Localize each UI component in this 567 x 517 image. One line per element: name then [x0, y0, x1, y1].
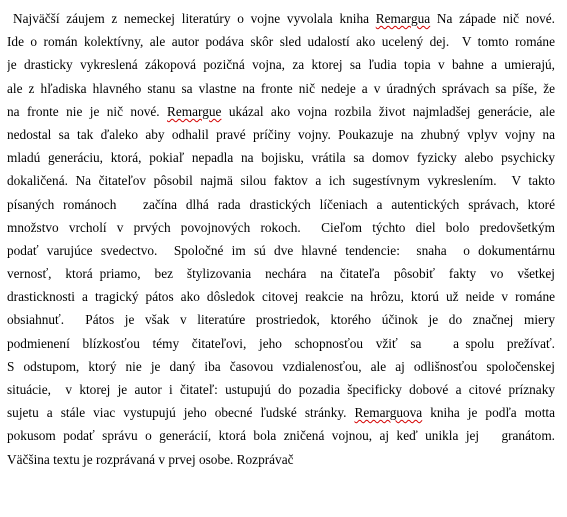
text-run: je drasticky vykreslená zákopová pozičná vojna, za ktorej sa ľudia topia v bahne a umierajú, — [7, 57, 555, 73]
text-run: vernosť, ktorá priamo, bez štylizovania nechára na čitateľa pôsobiť fakty vo všetkej — [7, 266, 555, 282]
text-run: Najväčší záujem z nemeckej literatúry o vojne vyvolala kniha — [13, 11, 376, 26]
misspelled-word[interactable]: Remargue — [167, 103, 222, 119]
document-body — [7, 7, 555, 471]
text-line — [7, 123, 555, 146]
misspelled-word[interactable]: Remarguova — [354, 405, 423, 421]
text-run: písaných románoch začína dlhá rada drastických líčeniach a autentických správach, ktoré — [7, 196, 555, 212]
text-line — [7, 285, 555, 308]
text-run: pokusom podať správu o generácií, ktorá bola zničená vojnou, aj keď unikla jej granátom. — [7, 428, 555, 444]
text-line — [7, 216, 555, 239]
text-line — [7, 308, 555, 331]
text-line — [7, 401, 555, 424]
text-run: podať varujúce svedectvo. Spoločné im sú dve hlavné tendencie: snaha o dokumentárnu — [7, 242, 555, 258]
text-line — [7, 448, 555, 471]
text-line — [7, 146, 555, 169]
text-run: ukázal ako vojna rozbila život najmladšej generácie, ale — [221, 103, 555, 119]
text-run: mladú generáciu, ktorá, pokiaľ nepadla na bojisku, vrátila sa domov fyzicky alebo psychicky — [7, 150, 555, 166]
text-line — [7, 355, 555, 378]
text-run: Ide o román kolektívny, ale autor podáva skôr sled udalostí ako ucelený dej. V tomto románe — [7, 34, 555, 50]
text-line — [7, 53, 555, 76]
text-line — [7, 77, 555, 100]
text-run: situácie, v ktorej je autor i čitateľ: ustupujú do pozadia špecificky dobové a citové príznaky — [7, 382, 555, 397]
text-line — [7, 262, 555, 285]
text-run: Väčšina textu je rozprávaná v prvej osobe. Rozprávač — [7, 451, 294, 467]
text-line — [7, 7, 555, 30]
text-run: S odstupom, ktorý nie je daný iba časovou vzdialenosťou, ale aj odlišnosťou spoločenskej — [7, 358, 555, 374]
text-run: sujetu a stále viac vystupujú jeho obecné ľudské stránky. — [7, 405, 355, 421]
text-line — [7, 332, 555, 355]
text-line — [7, 169, 555, 192]
text-run: ale z hľadiska hlavného stanu sa vlastne na fronte nič nedeje a v úradných správach sa píše, že — [7, 80, 555, 96]
text-line — [7, 239, 555, 262]
text-run: množstvo vrcholí v prvých povojnových rokoch. Cieľom týchto diel bolo predovšetkým — [7, 219, 555, 235]
text-run: kniha je podľa motta — [422, 405, 555, 421]
text-run: drasticknosti a tragický pátos ako dôsledok citovej reakcie na hrôzu, ktorú už neide v románe — [7, 289, 555, 305]
text-line — [7, 193, 555, 216]
misspelled-word[interactable]: Remargua — [375, 11, 431, 26]
text-line — [7, 30, 555, 53]
text-run: dokaličená. Na čitateľov pôsobil najmä silou faktov a ich sugestívnym vykreslením. V takto — [7, 173, 555, 189]
text-run: podmienení blízkosťou témy čitateľovi, jeho schopnosťou vžiť sa a spolu prežívať. — [7, 335, 555, 351]
text-line — [7, 424, 555, 447]
text-run: na fronte nie je nič nové. — [7, 103, 168, 119]
text-line — [7, 100, 555, 123]
text-run: Na západe nič nové. — [430, 11, 555, 26]
text-line — [7, 378, 555, 401]
text-run: nedostal sa tak ďaleko aby odhalil pravé príčiny vojny. Poukazuje na zhubný vplyv vojny na — [7, 126, 555, 142]
text-run: obsiahnuť. Pátos je však v literatúre prostriedok, ktorého účinok je do značnej miery — [7, 312, 555, 328]
